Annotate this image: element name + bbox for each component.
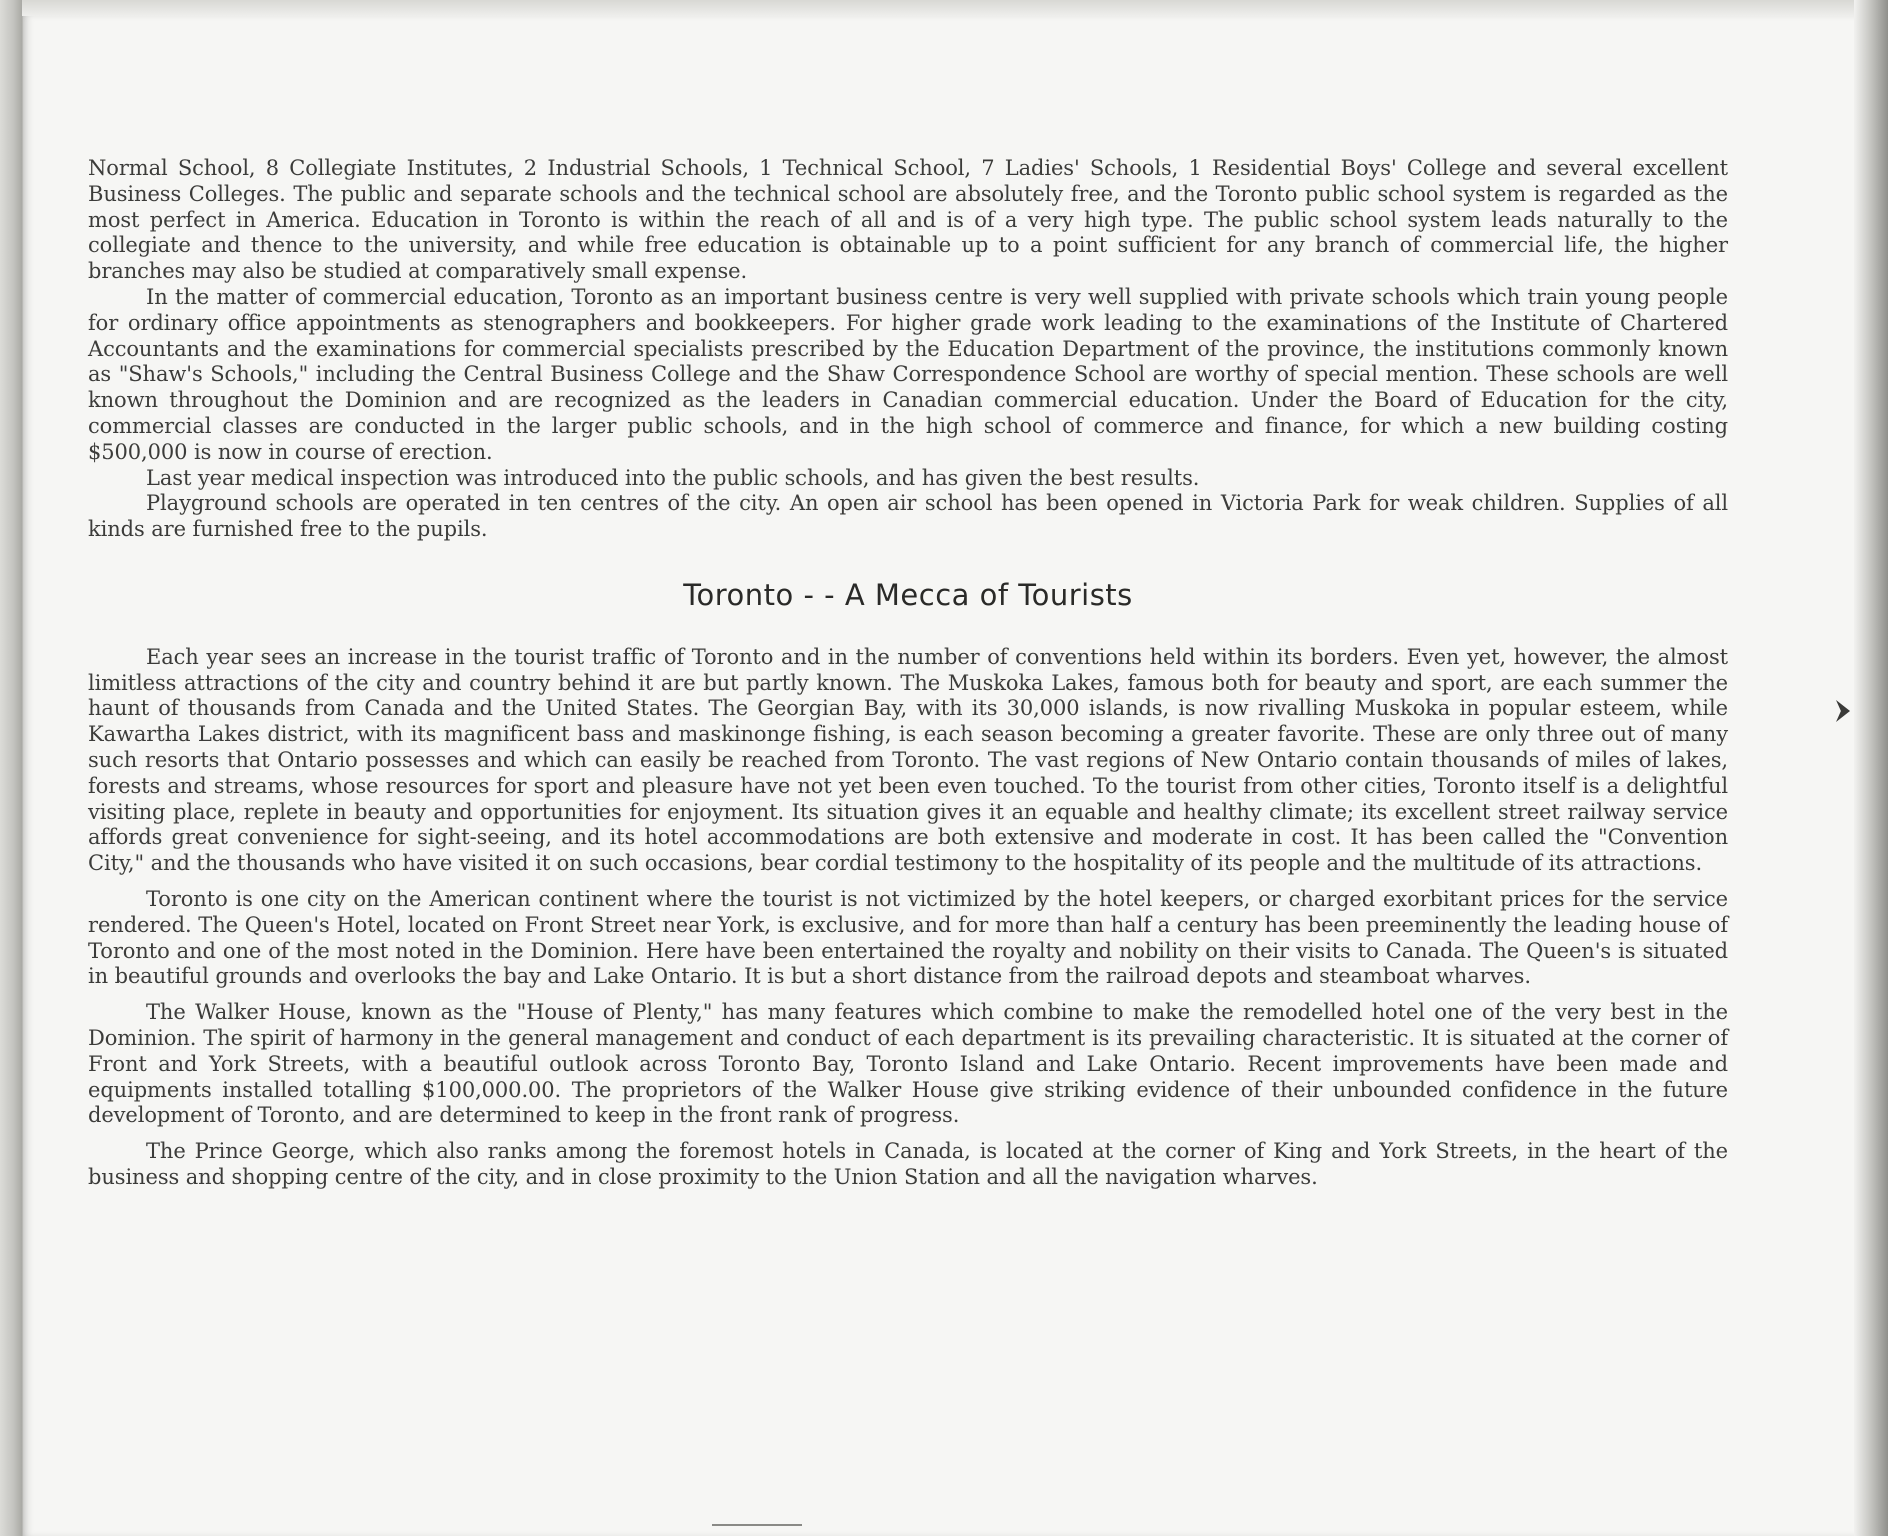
section-paragraph-tourist-traffic: Each year sees an increase in the tourist traffic of Toronto and in the number of conventions held within its borders. Even yet, however, the almost limitless attractions of the city and country behind it are but partly known. The Muskoka Lakes, famous both for beauty and sport, are each summer the haunt of thousands from Canada and the United States. The Georgian Bay, with its 30,000 islands, is now rivalling Muskoka in popular esteem, while Kawartha Lakes district, with its magnificent bass and maskinonge fishing, is each season becoming a greater favorite. These are only three out of many such resorts that Ontario possesses and which can easily be reached from Toronto. The vast regions of New Ontario contain thousands of miles of lakes, forests and streams, whose resources for sport and pleasure have not yet been even touched. To the tourist from other cities, Toronto itself is a delightful visiting place, replete in beauty and opportunities for enjoyment. Its situation gives it an equable and healthy climate; its excellent street railway service affords great convenience for sight-seeing, and its hotel accommodations are both extensive and moderate in cost. It has been called the "Convention City," and the thousands who have visited it on such occasions, bear cordial testimony to the hospitality of its people and the multitude of its attractions.	[88, 644, 1728, 876]
section-paragraph-queens-hotel: Toronto is one city on the American continent where the tourist is not victimized by the hotel keepers, or charged exorbitant prices for the service rendered. The Queen's Hotel, located on Front Street near York, is exclusive, and for more than half a century has been preeminently the leading house of Toronto and one of the most noted in the Dominion. Here have been entertained the royalty and nobility on their visits to Canada. The Queen's is situated in beautiful grounds and overlooks the bay and Lake Ontario. It is but a short distance from the railroad depots and steamboat wharves.	[88, 886, 1728, 989]
bottom-page-mark	[712, 1524, 802, 1532]
section-heading: Toronto - - A Mecca of Tourists	[683, 577, 1133, 612]
intro-paragraph-medical-inspection: Last year medical inspection was introduced into the public schools, and has given the best results.	[146, 465, 1200, 490]
intro-paragraph-schools: Normal School, 8 Collegiate Institutes, 2 Industrial Schools, 1 Technical School, 7 Ladies' Schools, 1 Residential Boys' College and several excellent Business Colleges. The public and separate schools and the technical school are absolutely free, and the Toronto public school system is regarded as the most perfect in America. Education in Toronto is within the reach of all and is of a very high type. The public school system leads naturally to the collegiate and thence to the university, and while free education is obtainable up to a point sufficient for any branch of commercial life, the higher branches may also be studied at comparatively small expense.	[88, 156, 1728, 284]
intro-paragraph-commercial-education: In the matter of commercial education, Toronto as an important business centre is very well supplied with private schools which train young people for ordinary office appointments as stenographers and bookkeepers. For higher grade work leading to the examinations of the Institute of Chartered Accountants and the examinations for commercial specialists prescribed by the Education Department of the province, the institutions commonly known as "Shaw's Schools," including the Central Business College and the Shaw Correspondence School are worthy of special mention. These schools are well known throughout the Dominion and are recognized as the leaders in Canadian commercial education. Under the Board of Education for the city, commercial classes are conducted in the larger public schools, and in the high school of commerce and finance, for which a new building costing $500,000 is now in course of erection.	[88, 284, 1728, 464]
document-body	[88, 156, 1728, 1191]
page-binding-edge	[0, 0, 22, 1536]
page-right-edge	[1854, 0, 1888, 1536]
section-paragraph-prince-george: The Prince George, which also ranks among the foremost hotels in Canada, is located at the corner of King and York Streets, in the heart of the business and shopping centre of the city, and in close proximity to the Union Station and all the navigation wharves.	[88, 1139, 1728, 1189]
section-paragraph-walker-house: The Walker House, known as the "House of Plenty," has many features which combine to make the remodelled hotel one of the very best in the Dominion. The spirit of harmony in the general management and conduct of each department is its prevailing characteristic. It is situated at the corner of Front and York Streets, with a beautiful outlook across Toronto Bay, Toronto Island and Lake Ontario. Recent improvements have been made and equipments installed totalling $100,000.00. The proprietors of the Walker House give striking evidence of their unbounded confidence in the future development of Toronto, and are determined to keep in the front rank of progress.	[88, 1000, 1728, 1128]
scan-top-edge	[0, 0, 1888, 16]
intro-paragraph-playground-schools: Playground schools are operated in ten centres of the city. An open air school has been opened in Victoria Park for weak children. Supplies of all kinds are furnished free to the pupils.	[88, 491, 1728, 542]
